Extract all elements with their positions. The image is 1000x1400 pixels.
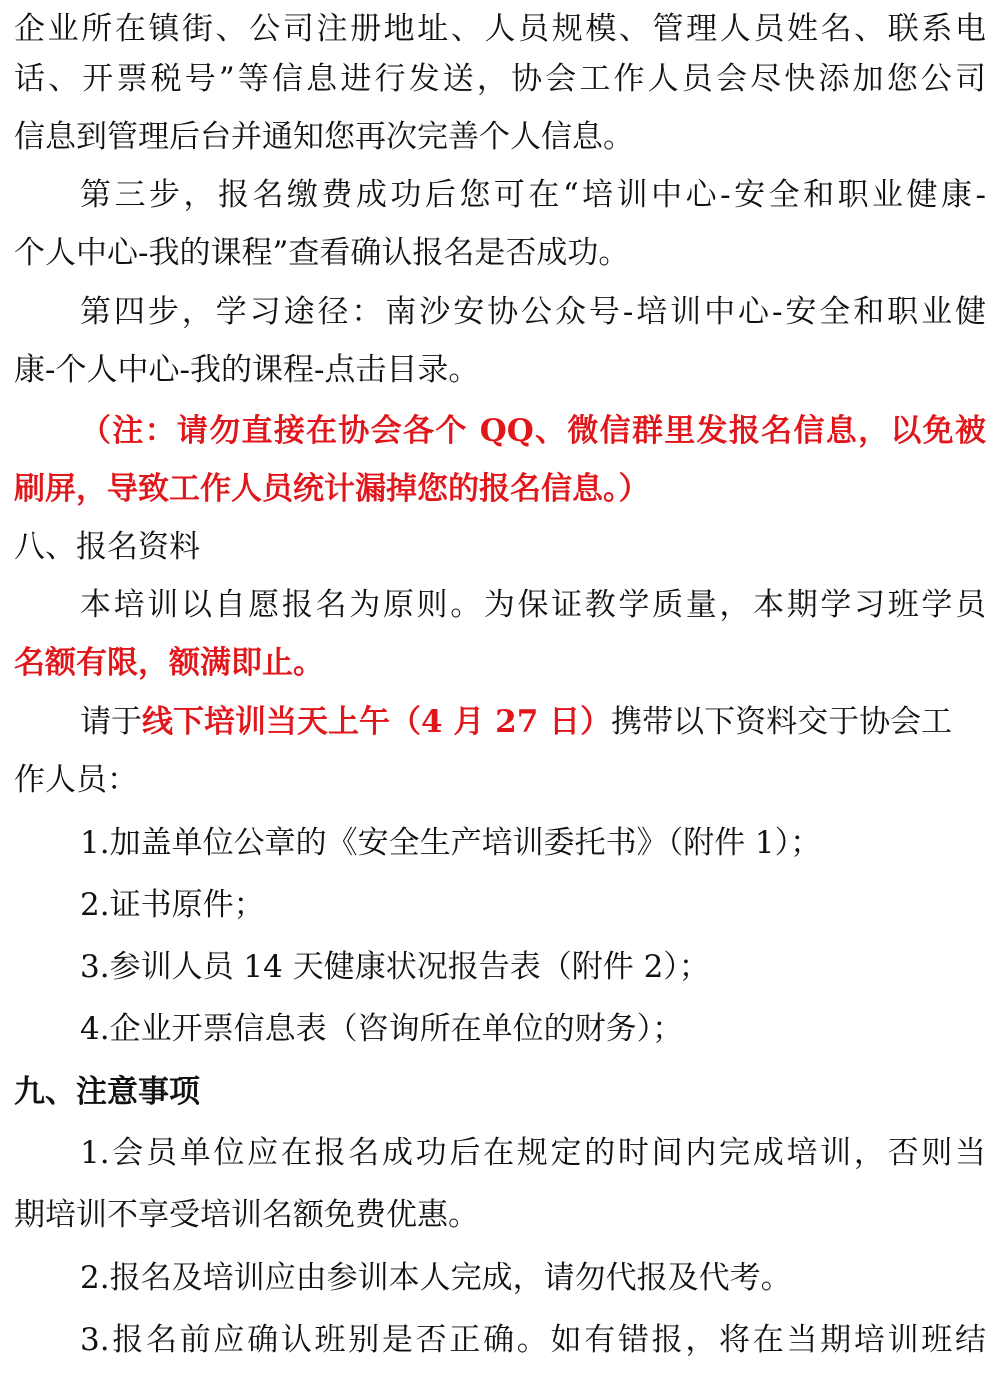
paragraph-line: 作人员： [14, 762, 138, 798]
step-four-line: 康-个人中心-我的课程-点击目录。 [14, 352, 480, 388]
notes-list-item: 2.报名及培训应由参训本人完成，请勿代报及代考。 [80, 1260, 792, 1296]
paragraph-line: 信息到管理后台并通知您再次完善个人信息。 [14, 119, 634, 155]
notes-list-item: 1.会员单位应在报名成功后在规定的时间内完成培训，否则当 [80, 1135, 986, 1171]
materials-list-item: 3.参训人员 14 天健康状况报告表（附件 2）； [80, 949, 710, 985]
training-date-emphasis: 线下培训当天上午（4 月 27 日） [142, 704, 612, 740]
step-four-line: 第四步，学习途径：南沙安协公众号-培训中心-安全和职业健 [80, 294, 986, 330]
materials-intro-prefix: 请于 [80, 704, 142, 740]
materials-list-item: 2.证书原件； [80, 887, 265, 923]
materials-intro-suffix: 携带以下资料交于协会工 [611, 704, 953, 740]
note-line: （注：请勿直接在协会各个 QQ、微信群里发报名信息，以免被 [80, 413, 986, 449]
step-three-line: 个人中心-我的课程”查看确认报名是否成功。 [14, 235, 630, 271]
note-line: 刷屏，导致工作人员统计漏掉您的报名信息。） [14, 471, 650, 507]
section-heading-registration-materials: 八、报名资料 [14, 529, 200, 565]
materials-list-item: 4.企业开票信息表（咨询所在单位的财务）； [80, 1011, 684, 1047]
materials-list-item: 1.加盖单位公章的《安全生产培训委托书》（附件 1）； [80, 825, 822, 861]
materials-intro-line [80, 693, 986, 751]
notes-list-item: 期培训不享受培训名额免费优惠。 [14, 1197, 479, 1233]
section-heading-notes: 九、注意事项 [14, 1074, 200, 1110]
paragraph-line: 本培训以自愿报名为原则。为保证教学质量，本期学习班学员 [80, 587, 986, 623]
paragraph-line: 企业所在镇街、公司注册地址、人员规模、管理人员姓名、联系电 [14, 11, 986, 47]
quota-notice: 名额有限，额满即止。 [14, 645, 324, 681]
notes-list-item: 3.报名前应确认班别是否正确。如有错报，将在当期培训班结 [80, 1322, 986, 1358]
paragraph-line: 话、开票税号”等信息进行发送，协会工作人员会尽快添加您公司 [14, 61, 986, 97]
step-three-line: 第三步，报名缴费成功后您可在“培训中心-安全和职业健康- [80, 177, 986, 213]
